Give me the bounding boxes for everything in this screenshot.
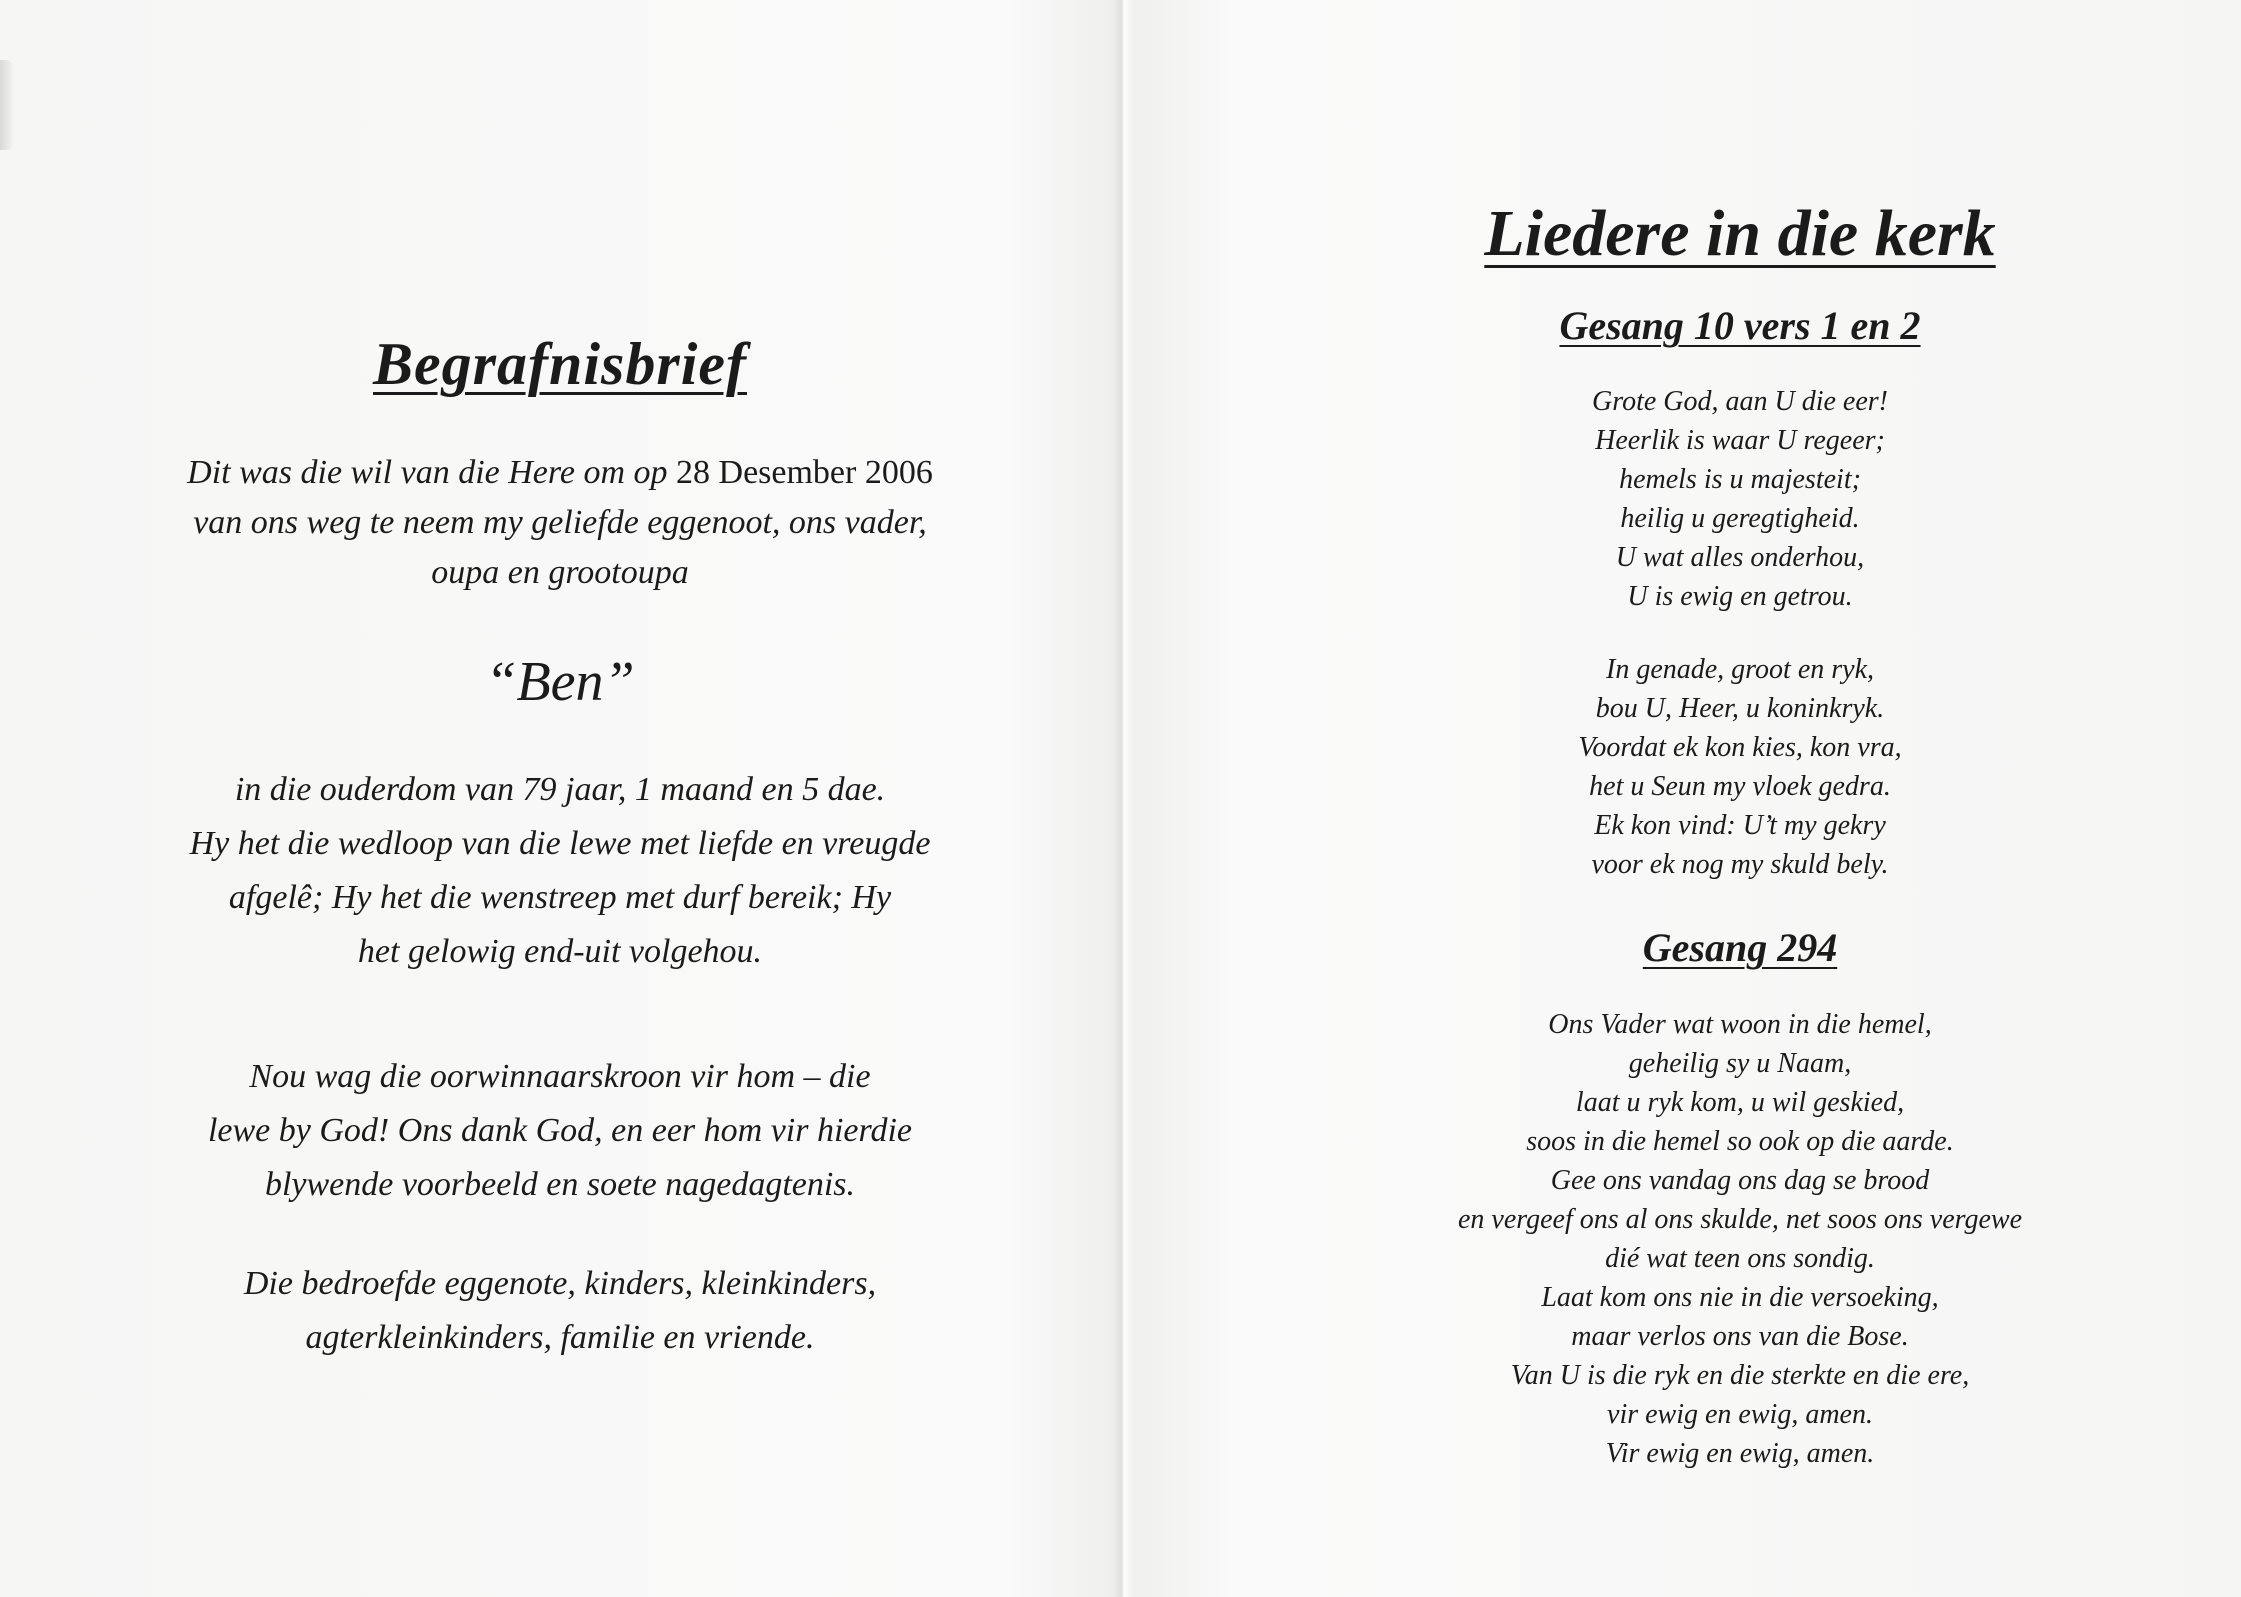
verse-line: het u Seun my vloek gedra.	[1589, 771, 1891, 802]
text-line: agterkleinkinders, familie en vriende.	[305, 1319, 815, 1356]
text-line: afgelê; Hy het die wenstreep met durf bereik; Hy	[228, 879, 892, 916]
verse-line: en vergeef ons al ons skulde, net soos ons vergewe	[1457, 1204, 2023, 1235]
verse-line: maar verlos ons van die Bose.	[1571, 1321, 1909, 1352]
verse-line: dié wat teen ons sondig.	[1605, 1243, 1875, 1274]
verse-line: Vir ewig en ewig, amen.	[1605, 1438, 1875, 1469]
deceased-name: “Ben”	[485, 651, 635, 713]
text-line: Die bedroefde eggenote, kinders, kleinkinders,	[243, 1265, 877, 1302]
text-line: Hy het die wedloop van die lewe met liefde en vreugde	[189, 825, 931, 862]
page-title-begrafnisbrief: Begrafnisbrief	[373, 331, 747, 397]
verse-line: U is ewig en getrou.	[1627, 581, 1853, 612]
verse-line: Gee ons vandag ons dag se brood	[1550, 1165, 1930, 1196]
death-date: 28 Desember 2006	[676, 454, 933, 491]
intro-line: van ons weg te neem my geliefde eggenoot, ons vader,	[193, 504, 927, 541]
paragraph-mourners	[40, 1257, 1080, 1365]
text-line: Nou wag die oorwinnaarskroon vir hom – die	[249, 1058, 871, 1095]
verse-line: heilig u geregtigheid.	[1620, 503, 1860, 534]
verse-line: voor ek nog my skuld bely.	[1591, 849, 1889, 880]
text-line: het gelowig end-uit volgehou.	[357, 933, 763, 970]
hymn-title-gesang-294: Gesang 294	[1642, 925, 1838, 970]
verse-line: Ons Vader wat woon in die hemel,	[1548, 1009, 1932, 1040]
left-page	[40, 0, 1080, 1597]
page-fold	[1112, 0, 1134, 1597]
paragraph-crown	[40, 1050, 1080, 1212]
verse-line: laat u ryk kom, u wil geskied,	[1575, 1087, 1905, 1118]
page-title-liedere: Liedere in die kerk	[1484, 197, 1996, 270]
hymn-1-verse-1	[1300, 382, 2180, 616]
text-line: blywende voorbeeld en soete nagedagtenis.	[264, 1166, 856, 1203]
hymn-1-verse-2	[1300, 650, 2180, 884]
hymn-title-gesang-10: Gesang 10 vers 1 en 2	[1559, 303, 1921, 348]
intro-line-1-prefix: Dit was die wil van die Here om op	[187, 454, 668, 491]
hymn-2-verse	[1300, 1005, 2180, 1473]
text-line: in die ouderdom van 79 jaar, 1 maand en 5 dae.	[234, 771, 886, 808]
verse-line: Heerlik is waar U regeer;	[1595, 425, 1885, 456]
right-page	[1300, 0, 2180, 1597]
intro-text	[40, 448, 1080, 598]
verse-line: Van U is die ryk en die sterkte en die ere,	[1510, 1360, 1970, 1391]
verse-line: bou U, Heer, u koninkryk.	[1595, 693, 1885, 724]
verse-line: Laat kom ons nie in die versoeking,	[1541, 1282, 1939, 1313]
verse-line: U wat alles onderhou,	[1615, 542, 1865, 573]
intro-line: oupa en grootoupa	[431, 554, 689, 591]
verse-line: In genade, groot en ryk,	[1606, 654, 1874, 685]
verse-line: hemels is u majesteit;	[1619, 464, 1861, 495]
verse-line: soos in die hemel so ook op die aarde.	[1526, 1126, 1954, 1157]
verse-line: geheilig sy u Naam,	[1628, 1048, 1852, 1079]
verse-line: Ek kon vind: U’t my gekry	[1594, 810, 1886, 841]
verse-line: Grote God, aan U die eer!	[1591, 386, 1888, 417]
verse-line: vir ewig en ewig, amen.	[1607, 1399, 1873, 1430]
verse-line: Voordat ek kon kies, kon vra,	[1578, 732, 1902, 763]
intro-line-1	[40, 448, 1080, 498]
text-line: lewe by God! Ons dank God, en eer hom vir hierdie	[207, 1112, 913, 1149]
edge-shadow	[0, 60, 14, 150]
paragraph-age-life	[40, 763, 1080, 979]
